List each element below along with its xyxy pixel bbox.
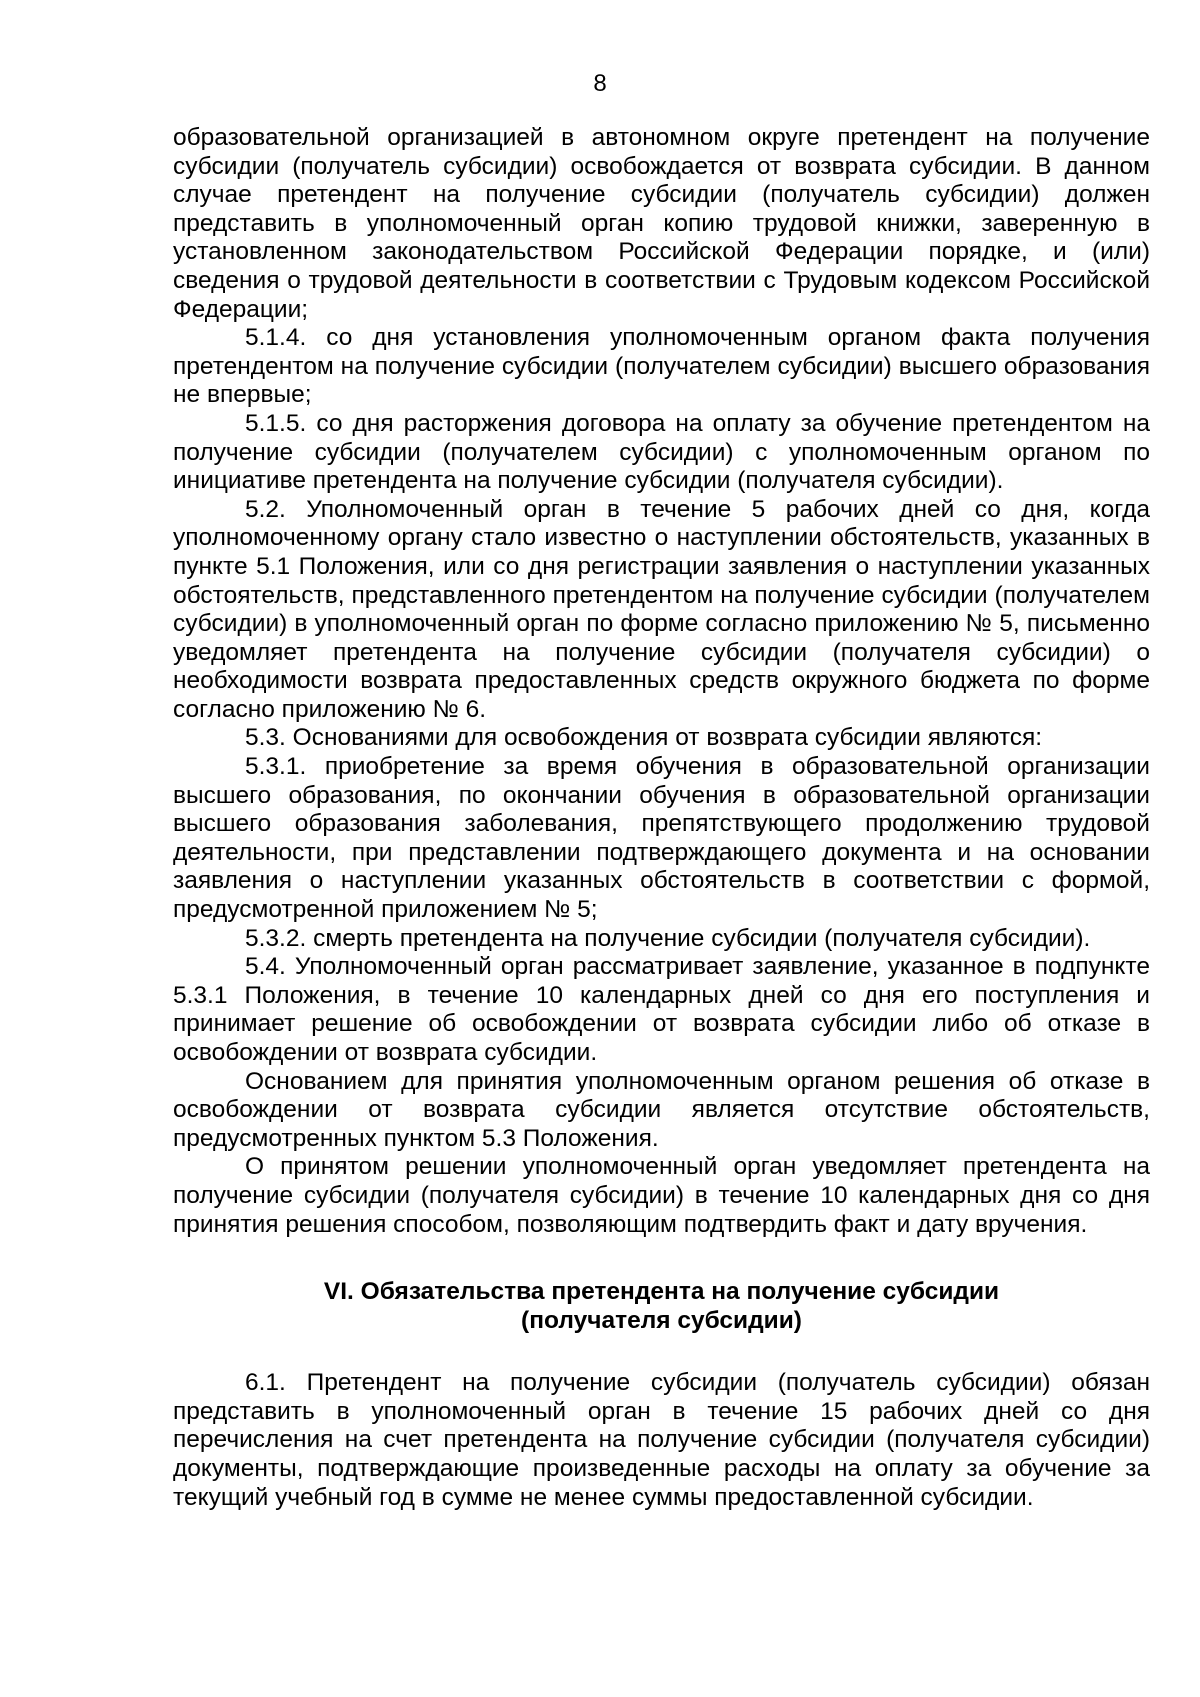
paragraph: О принятом решении уполномоченный орган уведомляет претендента на получение субсидии (получателя субсидии) в течение 10 календарных дня со дня принятия решения способом, позволяющим подтвердить факт и дату вручения. xyxy=(173,1153,1150,1238)
page-number: 8 xyxy=(593,70,607,97)
paragraphs-before-heading xyxy=(173,124,1150,1239)
paragraphs-after-heading xyxy=(173,1369,1150,1512)
paragraph: образовательной организацией в автономном округе претендент на получение субсидии (получатель субсидии) освобождается от возврата субсидии. В данном случае претендент на получение субсидии (получатель субсидии) должен представить в уполномоченный орган копию трудовой книжки, заверенную в установленном законодательством Российской Федерации порядке, и (или) сведения о трудовой деятельности в соответствии с Трудовым кодексом Российской Федерации; xyxy=(173,124,1150,323)
paragraph: 5.2. Уполномоченный орган в течение 5 рабочих дней со дня, когда уполномоченному органу стало известно о наступлении обстоятельств, указанных в пункте 5.1 Положения, или со дня регистрации заявления о наступлении указанных обстоятельств, представленного претендентом на получение субсидии (получателем субсидии) в уполномоченный орган по форме согласно приложению № 5, письменно уведомляет претендента на получение субсидии (получателя субсидии) о необходимости возврата предоставленных средств окружного бюджета по форме согласно приложению № 6. xyxy=(173,495,1150,723)
paragraph: 5.1.5. со дня расторжения договора на оплату за обучение претендентом на получение субсидии (получателем субсидии) с уполномоченным органом по инициативе претендента на получение субсидии (получателя субсидии). xyxy=(173,409,1150,495)
paragraph: 5.1.4. со дня установления уполномоченным органом факта получения претендентом на получение субсидии (получателем субсидии) высшего образования не впервые; xyxy=(173,324,1150,409)
section-heading-line-1: VI. Обязательства претендента на получение субсидии xyxy=(323,1278,1000,1306)
paragraph: Основанием для принятия уполномоченным органом решения об отказе в освобождении от возврата субсидии является отсутствие обстоятельств, предусмотренных пунктом 5.3 Положения. xyxy=(173,1067,1150,1152)
paragraph: 5.3.1. приобретение за время обучения в образовательной организации высшего образования, по окончании обучения в образовательной организации высшего образования заболевания, препятствующего продолжению трудовой деятельности, при представлении подтверждающего документа и на основании заявления о наступлении указанных обстоятельств в соответствии с формой, предусмотренной приложением № 5; xyxy=(173,753,1150,924)
paragraph: 5.3.2. смерть претендента на получение субсидии (получателя субсидии). xyxy=(245,924,1091,952)
paragraph: 5.4. Уполномоченный орган рассматривает заявление, указанное в подпункте 5.3.1 Положения, в течение 10 календарных дней со дня его поступления и принимает решение об освобождении от возврата субсидии либо об отказе в освобождении от возврата субсидии. xyxy=(173,953,1150,1066)
document-body xyxy=(173,124,1150,1512)
section-heading-line-2: (получателя субсидии) xyxy=(521,1307,802,1335)
paragraph: 5.3. Основаниями для освобождения от возврата субсидии являются: xyxy=(245,724,1043,752)
section-heading xyxy=(173,1277,1150,1335)
paragraph: 6.1. Претендент на получение субсидии (получатель субсидии) обязан представить в уполномоченный орган в течение 15 рабочих дней со дня перечисления на счет претендента на получение субсидии (получателя субсидии) документы, подтверждающие произведенные расходы на оплату за обучение за текущий учебный год в сумме не менее суммы предоставленной субсидии. xyxy=(173,1369,1150,1511)
